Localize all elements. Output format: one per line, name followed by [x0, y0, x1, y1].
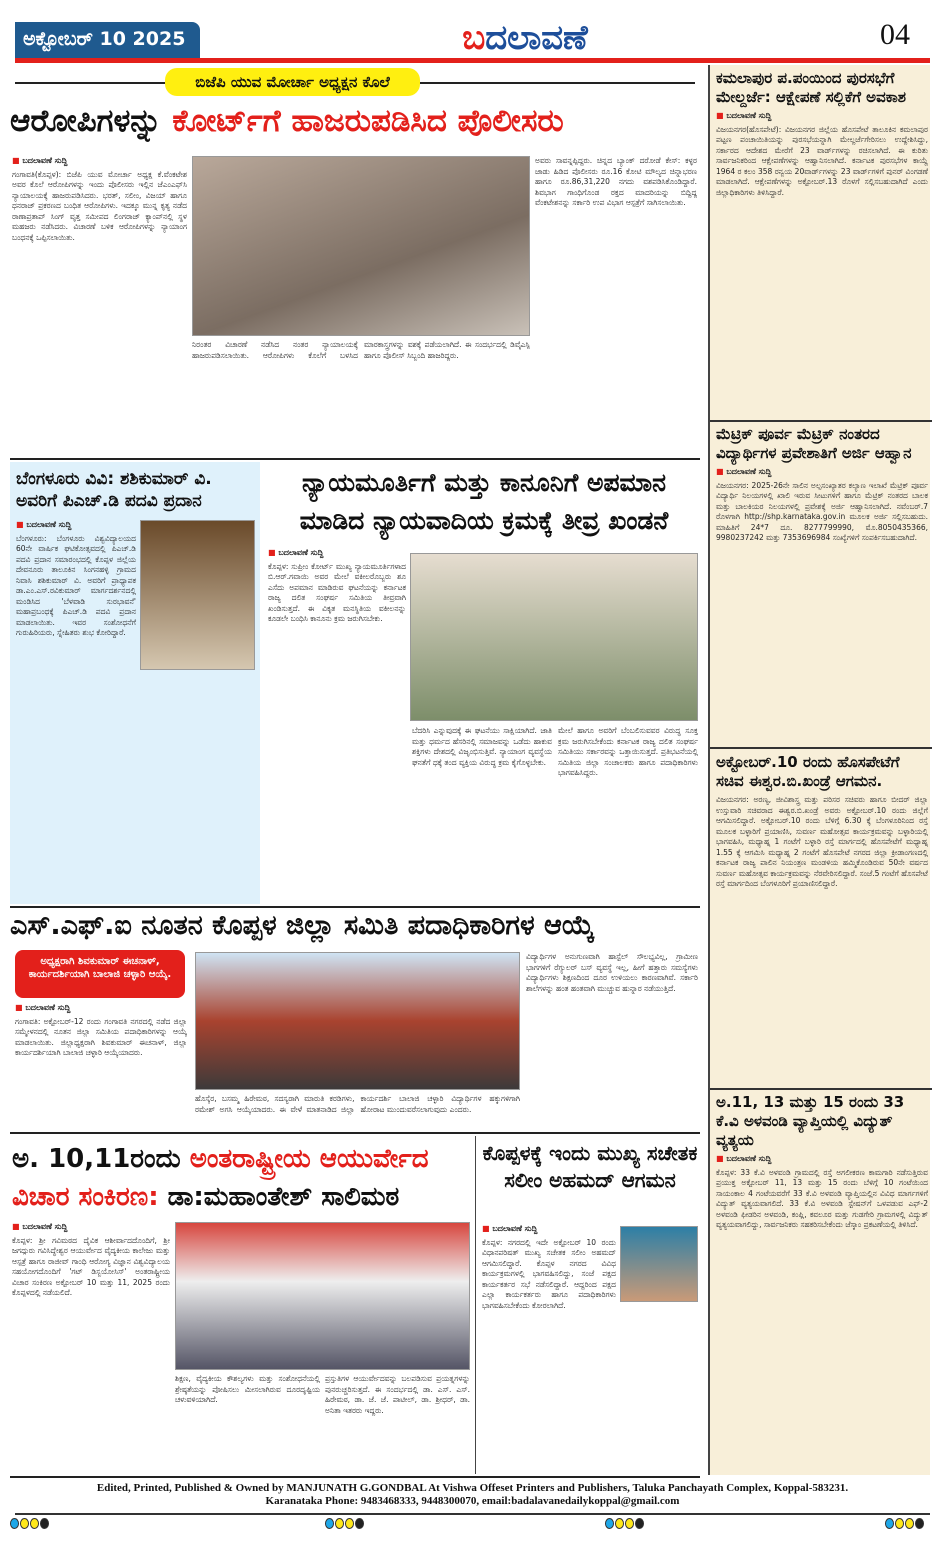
koppal-text [482, 1224, 698, 1472]
article-text: ಮೇಲೆ ಹಾಗೂ ಅವರಿಗೆ ಬೆಂಬಲಿಸುವವರ ವಿರುದ್ಧ ಸೂಕ್ತ ಕ್ರಮ ಜರುಗಿಸಬೇಕೆಂದು ಕರ್ನಾಟಕ ರಾಜ್ಯ ದಲಿತ ಸಂಘರ್ಷ ಸಮಿತಿಯು ಸರ್ಕಾರವನ್ನು ಒತ್ತಾಯಿಸುತ್ತದೆ. ಪ್ರತಿಭಟನೆಯಲ್ಲಿ ಸಮಿತಿಯ ಜಿಲ್ಲಾ ಸಂಚಾಲಕರು ಹಾಗೂ ಪದಾಧಿಕಾರಿಗಳು ಭಾಗವಹಿಸಿದ್ದರು. [558, 726, 698, 777]
section-divider [710, 420, 932, 422]
registration-marks [10, 1518, 49, 1529]
section-divider [10, 906, 700, 908]
article-text: ಶಿಕ್ಷಣ, ವೈದ್ಯಕೀಯ ಕೌಶಲ್ಯಗಳು ಮತ್ತು ಸಂಶೋಧನೆಯಲ್ಲಿ ಶ್ರೇಷ್ಠತೆಯನ್ನು ಪೋಷಿಸಲು ಮೀಸಲಾಗಿರುವ ದೂರದೃಷ್ಟಿಯ ಚಳುವಳಿಯಾಗಿದೆ. [175, 1374, 320, 1404]
section-divider [710, 1088, 932, 1090]
headline-line: ನ್ಯಾಯಮೂರ್ತಿಗೆ ಮತ್ತು ಕಾನೂನಿಗೆ ಅಪಮಾನ [302, 468, 666, 497]
masthead-logo [380, 18, 670, 58]
article-text: ಕೊಪ್ಪಳ: ಸುಪ್ರೀಂ ಕೋರ್ಟ್ ಮುಖ್ಯ ನ್ಯಾಯಮೂರ್ತಿಗಳಾದ ಬಿ.ಆರ್.ಗವಾಯಿ ಅವರ ಮೇಲೆ ವಕೀಲರೊಬ್ಬರು ಶೂ ಎಸೆದು ಅಪಮಾನ ಮಾಡಿರುವ ಘಟನೆಯನ್ನು ಕರ್ನಾಟಕ ರಾಜ್ಯ ದಲಿತ ಸಂಘರ್ಷ ಸಮಿತಿಯ ತೀವ್ರವಾಗಿ ಖಂಡಿಸುತ್ತದೆ. ಈ ವಿಕೃತ ಮನಸ್ಥಿತಿಯ ವಕೀಲನನ್ನು ಕೂಡಲೇ ಬಂಧಿಸಿ ಕಾನೂನು ಕ್ರಮ ಜರುಗಿಸಬೇಕು. [268, 561, 406, 623]
section-divider [10, 458, 700, 460]
sfi-column-1 [15, 1003, 187, 1128]
headline-red: ವಿಚಾರ ಸಂಕಿರಣ: [12, 1182, 159, 1212]
section-divider [10, 1132, 700, 1134]
byline: ■ ಬದಲಾವಣೆ ಸುದ್ದಿ [716, 1154, 928, 1165]
article-text: ನಿರಂತರ ವಿಚಾರಣೆ ನಡೆಸಿದ ನಂತರ ನ್ಯಾಯಾಲಯಕ್ಕೆ ಹಾಜರುಪಡಿಸಲಾಯಿತು. ಆರೋಪಿಗಳು ಕೊಲೆಗೆ ಬಳಸಿದ ಮಾರಕಾಸ್ತ್ರಗಳನ್ನು ವಶಕ್ಕೆ ಪಡೆಯಲಾಗಿದೆ. ಈ ಸಂದರ್ಭದಲ್ಲಿ ಡಿವೈಎಸ್ಪಿ ಹಾಗೂ ಪೊಲೀಸ್ ಸಿಬ್ಬಂದಿ ಹಾಜರಿದ್ದರು. [192, 340, 530, 360]
article-text: ವಿದ್ಯಾರ್ಥಿಗಳ ಅನುಗುಣವಾಗಿ ಹಾಸ್ಟೆಲ್ ಸೌಲಭ್ಯವಿಲ್ಲ, ಗ್ರಾಮೀಣ ಭಾಗಗಳಿಗೆ ರೆಗ್ಯುಲರ್ ಬಸ್ ವ್ಯವಸ್ಥೆ ಇಲ್ಲ, ಹೀಗೆ ಹತ್ತಾರು ಸಮಸ್ಯೆಗಳು ವಿದ್ಯಾರ್ಥಿಗಳು ಶಿಕ್ಷಣದಿಂದ ದೂರ ಉಳಿಯಲು ಕಾರಣವಾಗಿವೆ. ಸರ್ಕಾರಿ ಶಾಲೆಗಳನ್ನು ಹಂತ ಹಂತವಾಗಿ ಮುಚ್ಚುವ ಹುನ್ನಾರ ನಡೆಯುತ್ತಿದೆ. [526, 952, 698, 993]
right-article-2 [716, 425, 928, 745]
kicker-rule-right [420, 82, 695, 84]
header-divider [15, 58, 930, 63]
lead-column-2 [192, 340, 530, 455]
headline-red: ಅಂತರಾಷ್ಟ್ರೀಯ ಆಯುರ್ವೇದ [189, 1144, 429, 1174]
issue-date: ಅಕ್ಟೋಬರ್ 10 2025 [15, 22, 200, 58]
imprint [0, 1482, 945, 1508]
lead-column-3 [535, 156, 697, 456]
article-text: ಕೊಪ್ಪಳ: ನಗರದಲ್ಲಿ ಇದೇ ಅಕ್ಟೋಬರ್ 10 ರಂದು ವಿಧಾನಪರಿಷತ್ ಮುಖ್ಯ ಸಚೇತಕ ಸಲೀಂ ಅಹಮದ್ ಆಗಮಿಸಲಿದ್ದಾರೆ. ಕೊಪ್ಪಳ ನಗರದ ವಿವಿಧ ಕಾರ್ಯಕ್ರಮಗಳಲ್ಲಿ ಭಾಗವಹಿಸಲಿದ್ದು, ಸಂಜೆ ಪಕ್ಷದ ಕಾರ್ಯಕರ್ತರ ಸಭೆ ನಡೆಸಲಿದ್ದಾರೆ. ಆದ್ದರಿಂದ ಪಕ್ಷದ ಎಲ್ಲಾ ಕಾರ್ಯಕರ್ತರು ಹಾಗೂ ಪದಾಧಿಕಾರಿಗಳು ಭಾಗವಹಿಸಬೇಕೆಂದು ಕೋರಲಾಗಿದೆ. [482, 1237, 616, 1310]
headline-black: ಡಾ:ಮಹಾಂತೇಶ್ ಸಾಲಿಮಠ [167, 1182, 400, 1212]
article-text: ಪ್ರಸ್ತುತಿಗಳ ಆಯುರ್ವೇದವನ್ನು ಬಲಪಡಿಸುವ ಪ್ರಯತ್ನಗಳನ್ನು ಪುನರುಚ್ಚರಿಸುತ್ತದೆ. ಈ ಸಂದರ್ಭದಲ್ಲಿ ಡಾ. ಎಸ್. ಎಸ್. ಹಿರೇಮಠ, ಡಾ. ಜೆ. ಜೆ. ಪಾಟೀಲ್, ಡಾ. ಶ್ರೀಧರ್, ಡಾ. ಅನಿತಾ ಇತರರು ಇದ್ದರು. [325, 1374, 470, 1415]
masthead-first-letter: ಬ [462, 18, 486, 58]
right-column [708, 65, 930, 1475]
sfi-column-3 [526, 952, 698, 1128]
lead-kicker: ಬಿಜೆಪಿ ಯುವ ಮೋರ್ಚಾ ಅಧ್ಯಕ್ಷನ ಕೊಲೆ [165, 68, 420, 96]
byline: ■ ಬದಲಾವಣೆ ಸುದ್ದಿ [482, 1224, 698, 1235]
article-text: ಕೊಪ್ಪಳ: 33 ಕೆ.ವಿ ಅಳವಂಡಿ ಗ್ರಾಮದಲ್ಲಿ ರಸ್ತೆ ಅಗಲೀಕರಣ ಕಾಮಗಾರಿ ನಡೆಸುತ್ತಿರುವ ಪ್ರಯುಕ್ತ ಅಕ್ಟೋಬರ್ 11, 13 ಮತ್ತು 15 ರಂದು ಬೆಳಿಗ್ಗೆ 10 ಗಂಟೆಯಿಂದ ಸಾಯಂಕಾಲ 4 ಗಂಟೆಯವರೆಗೆ 33 ಕೆ.ವಿ ಅಳವಂಡಿ ವ್ಯಾಪ್ತಿಯಲ್ಲಿನ ವಿವಿಧ ಮಾರ್ಗಗಳಿಗೆ ವಿದ್ಯುತ್ ವ್ಯತ್ಯಯವಾಗಲಿದೆ. 33 ಕೆ.ವಿ ಅಳವಂಡಿ ಸ್ಟೇಷನ್‌ಗೆ ಒಳಪಡುವ ಎಫ್-2 ಅಳವಂಡಿ ಫೀಡರಿನ ಅಳವಂಡಿ, ಕಂಪ್ಲಿ, ಕವಲೂರ ಮತ್ತು ಗುಡಗೇರಿ ಗ್ರಾಮಗಳಲ್ಲಿ ವಿದ್ಯುತ್ ವ್ಯತ್ಯಯವಾಗಲಿದ್ದು, ಸಾರ್ವಜನಿಕರು ಸಹಕರಿಸಬೇಕೆಂದು ಜೆಸ್ಕಾಂ ಪ್ರಕಟಣೆಯಲ್ಲಿ ತಿಳಿಸಿದೆ. [716, 1167, 928, 1229]
byline: ■ ಬದಲಾವಣೆ ಸುದ್ದಿ [12, 1222, 170, 1233]
column-divider [475, 1136, 476, 1474]
imprint-line-1: Edited, Printed, Published & Owned by MANJUNATH G.GONDBAL At Vishwa Offeset Printers and Publishers, Taluka Panchayath Complex, Koppal-583231. [96, 1482, 849, 1494]
ayurveda-column-3 [325, 1374, 470, 1472]
lead-headline-black: ಆರೋಪಿಗಳನ್ನು [10, 103, 162, 139]
footer-rule [10, 1476, 700, 1478]
byline: ■ ಬದಲಾವಣೆ ಸುದ್ದಿ [268, 548, 406, 559]
lawyer-headline [268, 464, 700, 540]
masthead-rest: ದಲಾವಣೆ [485, 18, 588, 58]
registration-rule [15, 1513, 930, 1515]
article-text: ಅವರು ಸಾವನ್ನಪ್ಪಿದ್ದರು. ಚಿನ್ನದ ಬ್ಯಾಂಕ್ ದರೋಡೆ ಕೇಸ್: ಕಳ್ಳರ ಜಾಡು ಹಿಡಿದ ಪೊಲೀಸರು ರೂ.16 ಕೋಟಿ ಮೌಲ್ಯದ ಚಿನ್ನಾಭರಣ ಹಾಗೂ ರೂ.86,31,220 ನಗದು ವಶಪಡಿಸಿಕೊಂಡಿದ್ದಾರೆ. ಶಿವಭಾಗ ಗಾಂಧಿಗೊಂಡ ರಕ್ತದ ಮಾದರಿಯನ್ನು ಬಿದ್ದಿದ್ದ ವೆಂಕಟೇಶನನ್ನು ಸರ್ಕಾರಿ ಉಪ ವಿಭಾಗ ಆಸ್ಪತ್ರೆಗೆ ಸಾಗಿಸಲಾಯಿತು. [535, 156, 697, 207]
registration-marks [885, 1518, 924, 1529]
right-headline: ಅ.11, 13 ಮತ್ತು 15 ರಂದು 33 ಕೆ.ವಿ ಅಳವಂಡಿ ವ್ಯಾಪ್ತಿಯಲ್ಲಿ ವಿದ್ಯುತ್ ವ್ಯತ್ಯಯ [716, 1093, 905, 1149]
phd-article [10, 462, 260, 904]
right-headline: ಕಮಲಾಪುರ ಪ.ಪಂಯಿಂದ ಪುರಸಭೆಗೆ ಮೇಲ್ದರ್ಜೆ: ಆಕ್ಷೇಪಣೆ ಸಲ್ಲಿಕೆಗೆ ಅವಕಾಶ [716, 69, 906, 106]
right-article-4 [716, 1093, 928, 1471]
ayurveda-photo [175, 1222, 470, 1370]
article-text: ವಿಜಯನಗರ: 2025-26ನೇ ಸಾಲಿನ ಅಲ್ಪಸಂಖ್ಯಾತರ ಕಲ್ಯಾಣ ಇಲಾಖೆ ಮೆಟ್ರಿಕ್ ಪೂರ್ವ ವಿದ್ಯಾರ್ಥಿ ನಿಲಯಗಳಲ್ಲಿ ಖಾಲಿ ಇರುವ ಸೀಟುಗಳಿಗೆ ಹಾಗೂ ಮೆಟ್ರಿಕ್ ನಂತರದ ಬಾಲಕ ಮತ್ತು ಬಾಲಕಿಯರ ನಿಲಯಗಳಲ್ಲಿ ಪ್ರವೇಶಕ್ಕೆ ಅರ್ಜಿ ಆಹ್ವಾನಿಸಲಾಗಿದೆ. ನವೆಂಬರ್.7 ರೊಳಗಾಗಿ http://shp.karnataka.gov.in ಮೂಲಕ ಅರ್ಜಿ ಸಲ್ಲಿಸಬಹುದು. ಮಾಹಿತಿಗೆ 24*7 ದೂ. 8277799990, ಮೊ.8050435366, 9980237242 ಮತ್ತು 7353696984 ಸಂಖ್ಯೆಗಳಿಗೆ ಸಂಪರ್ಕಿಸಬಹುದಾಗಿದೆ. [716, 480, 928, 542]
article-text: ಬೆದರಿಸಿ ಎನ್ನುವುದಕ್ಕೆ ಈ ಘಟನೆಯು ಸಾಕ್ಷಿಯಾಗಿದೆ. ಜಾತಿ ಮತ್ತು ಧರ್ಮದ ಹೆಸರಿನಲ್ಲಿ ಸಮಾಜವನ್ನು ಒಡೆದು ಹಾಕುವ ಶಕ್ತಿಗಳು ದೇಶದಲ್ಲಿ ವಿಜೃಂಭಿಸುತ್ತಿವೆ. ನ್ಯಾಯಾಂಗ ವ್ಯವಸ್ಥೆಯ ಘನತೆಗೆ ಧಕ್ಕೆ ತಂದ ವ್ಯಕ್ತಿಯ ವಿರುದ್ಧ ಕ್ರಮ ಕೈಗೊಳ್ಳಬೇಕು. [412, 726, 552, 767]
imprint-line-2: Karanataka Phone: 9483468333, 9448300070, email:badalavanedailykoppal@gmail.com [265, 1495, 680, 1507]
lawyer-column-2 [412, 726, 552, 903]
article-text: ವಿಜಯನಗರ: ಅರಣ್ಯ, ಜೀವಿಶಾಸ್ತ್ರ ಮತ್ತು ಪರಿಸರ ಸಚಿವರು ಹಾಗೂ ಬೀದರ್ ಜಿಲ್ಲಾ ಉಸ್ತುವಾರಿ ಸಚಿವರಾದ ಈಶ್ವರ.ಬಿ.ಖಂಡ್ರೆ ಅವರು ಅಕ್ಟೋಬರ್.10 ರಂದು ಜಿಲ್ಲೆಗೆ ಆಗಮಿಸಲಿದ್ದಾರೆ. ಅಕ್ಟೋಬರ್.10 ರಂದು ಬೆಳಿಗ್ಗೆ 6.30 ಕ್ಕೆ ಬೆಂಗಳೂರಿನಿಂದ ರಸ್ತೆ ಮೂಲಕ ಬಳ್ಳಾರಿಗೆ ಪ್ರಯಾಣಿಸಿ, ಸುವರ್ಣ ಮಹೋತ್ಸವ ಕಾರ್ಯಕ್ರಮವನ್ನು ಬಳ್ಳಾರಿಯಲ್ಲಿ ಭಾಗವಹಿಸಿ, ಮಧ್ಯಾಹ್ನ 1 ಗಂಟೆಗೆ ಬಳ್ಳಾರಿ ರಸ್ತೆ ಮಾರ್ಗದಲ್ಲಿ ಹೊಸಪೇಟೆಗೆ ಮಧ್ಯಾಹ್ನ 1.55 ಕ್ಕೆ ಆಗಮಿಸಿ ಮಧ್ಯಾಹ್ನ 2 ಗಂಟೆಗೆ ಹೊಸಪೇಟೆ ನಗರದ ಜಿಲ್ಲಾ ಕ್ರೀಡಾಂಗಣದಲ್ಲಿ ಕರ್ನಾಟಕ ರಾಜ್ಯ ಪಾಲಿನ ನಿಯಂತ್ರಣ ಮಂಡಳಿಯ ಹಮ್ಮಿಕೊಂಡಿರುವ 50ನೇ ವರ್ಷದ ಸುವರ್ಣ ಮಹೋತ್ಸವ ಕಾರ್ಯಕ್ರಮವನ್ನು ನೆರವೇರಿಸಲಿದ್ದಾರೆ. ಸಂಜೆ.5 ಗಂಟೆಗೆ ಹೊಸಪೇಟೆ ರಸ್ತೆ ಮಾರ್ಗದಿಂದ ಬೆಂಗಳೂರಿಗೆ ಪ್ರಯಾಣಿಸಲಿದ್ದಾರೆ. [716, 795, 928, 888]
article-text: ಬೆಂಗಳೂರು: ಬೆಂಗಳೂರು ವಿಶ್ವವಿದ್ಯಾಲಯದ 60ನೇ ವಾರ್ಷಿಕ ಘಟಿಕೋತ್ಸವದಲ್ಲಿ ಪಿಎಚ್.ಡಿ ಪದವಿ ಪ್ರದಾನ ಸಮಾರಂಭದಲ್ಲಿ ಕೊಪ್ಪಳ ಜಿಲ್ಲೆಯ ದೇವನೂರು ತಾಲೂಕಿನ ಸಿಂಗನಹಳ್ಳಿ ಗ್ರಾಮದ ನಿವಾಸಿ ಶಶಿಕುಮಾರ್ ವಿ. ಅವರಿಗೆ ಪ್ರಾಧ್ಯಾಪಕ ಡಾ.ಎಂ.ಎಸ್.ರವಿಕುಮಾರ್ ಮಾರ್ಗದರ್ಶನದಲ್ಲಿ ಮಂಡಿಸಿದ 'ಬೆಳವಾಡಿ ಸುರಭಾವನೆ' ಮಹಾಪ್ರಬಂಧಕ್ಕೆ ಪಿಎಚ್.ಡಿ ಪದವಿ ಪ್ರದಾನ ಮಾಡಲಾಯಿತು. ಇವರ ಸಂಶೋಧನೆಗೆ ಗುರುಹಿರಿಯರು, ಸ್ನೇಹಿತರು ಶುಭ ಕೋರಿದ್ದಾರೆ. [16, 533, 136, 637]
ayurveda-column-2 [175, 1374, 320, 1472]
section-divider [710, 747, 932, 749]
koppal-headline: ಕೊಪ್ಪಳಕ್ಕೆ ಇಂದು ಮುಖ್ಯ ಸಚೇತಕ ಸಲೀಂ ಅಹಮದ್ ಆಗಮನ [482, 1141, 698, 1192]
article-text: ಗಂಗಾವತಿ: ಅಕ್ಟೋಬರ್-12 ರಂದು ಗಂಗಾವತಿ ನಗರದಲ್ಲಿ ನಡೆದ ಜಿಲ್ಲಾ ಸಮ್ಮೇಳನದಲ್ಲಿ ನೂತನ ಜಿಲ್ಲಾ ಸಮಿತಿಯ ಪದಾಧಿಕಾರಿಗಳನ್ನು ಆಯ್ಕೆ ಮಾಡಲಾಯಿತು. ಜಿಲ್ಲಾಧ್ಯಕ್ಷರಾಗಿ ಶಿವಕುಮಾರ್ ಈಚನಾಳ್, ಜಿಲ್ಲಾ ಕಾರ್ಯದರ್ಶಿಯಾಗಿ ಬಾಲಾಜಿ ಚಳ್ಳಾರಿ ಆಯ್ಕೆಯಾದರು. [15, 1016, 187, 1057]
lead-column-1 [12, 156, 187, 456]
right-headline: ಮೆಟ್ರಿಕ್ ಪೂರ್ವ ಮೆಟ್ರಿಕ್ ನಂತರದ ವಿದ್ಯಾರ್ಥಿಗಳ ಪ್ರವೇಶಾತಿಗೆ ಅರ್ಜಿ ಆಹ್ವಾನ [716, 425, 912, 462]
headline-line: ಮಾಡಿದ ನ್ಯಾಯವಾದಿಯ ಕ್ರಮಕ್ಕೆ ತೀವ್ರ ಖಂಡನೆ [299, 506, 669, 535]
byline: ■ ಬದಲಾವಣೆ ಸುದ್ದಿ [12, 156, 187, 167]
right-article-1 [716, 69, 928, 414]
lead-headline [10, 104, 700, 140]
byline: ■ ಬದಲಾವಣೆ ಸುದ್ದಿ [16, 520, 256, 531]
ayurveda-column-1 [12, 1222, 170, 1472]
lead-photo-police-escort [192, 156, 530, 336]
article-text: ವಿಜಯನಗರ(ಹೊಸಪೇಟೆ): ವಿಜಯನಗರ ಜಿಲ್ಲೆಯ ಹೊಸಪೇಟೆ ತಾಲೂಕಿನ ಕಮಲಾಪುರ ಪಟ್ಟಣ ಪಂಚಾಯಿತಿಯನ್ನು ಪುರಸಭೆಯನ್ನಾಗಿ ಮೇಲ್ದರ್ಜೆಗೇರಿಸಲು ಉದ್ದೇಶಿಸಿದ್ದು, ಸರ್ಕಾರದ ಆದೇಶದ ಮೇರೆಗೆ 23 ವಾರ್ಡ್‌ಗಳನ್ನು ರಚಿಸಲಾಗಿದೆ. ಈ ಕುರಿತು ಸಾರ್ವಜನಿಕರಿಂದ ಆಕ್ಷೇಪಣೆಗಳನ್ನು ಆಹ್ವಾನಿಸಲಾಗಿದೆ. ಕರ್ನಾಟಕ ಪುರಸಭೆಗಳ ಕಾಯ್ದೆ 1964 ರ ಕಲಂ 358 ರನ್ವಯ 20ವಾರ್ಡ್‌ಗಳನ್ನು 23 ವಾರ್ಡ್‌ಗಳಿಗೆ ಪುನರ್ ವಿಂಗಡಣೆ ಮಾಡಲಾಗಿದೆ. ಆಕ್ಷೇಪಣೆಗಳನ್ನು ಅಕ್ಟೋಬರ್.13 ರೊಳಗೆ ಸಲ್ಲಿಸಬಹುದಾಗಿದೆ ಎಂದು ಜಿಲ್ಲಾಧಿಕಾರಿಗಳು ತಿಳಿಸಿದ್ದಾರೆ. [716, 124, 928, 197]
byline: ■ ಬದಲಾವಣೆ ಸುದ್ದಿ [15, 1003, 187, 1014]
byline: ■ ಬದಲಾವಣೆ ಸುದ್ದಿ [716, 467, 928, 478]
lawyer-photo-protest [410, 553, 698, 721]
right-headline: ಅಕ್ಟೋಬರ್.10 ರಂದು ಹೊಸಪೇಟೆಗೆ ಸಚಿವ ಈಶ್ವರ.ಬಿ.ಖಂಡ್ರೆ ಆಗಮನ. [716, 753, 900, 790]
ayurveda-headline [12, 1140, 472, 1216]
headline-black: ಅ. 10,11ರಂದು [12, 1144, 181, 1174]
lead-headline-red: ಕೋರ್ಟ್‌ಗೆ ಹಾಜರುಪಡಿಸಿದ ಪೊಲೀಸರು [172, 103, 564, 139]
phd-headline: ಬೆಂಗಳೂರು ವಿವಿ: ಶಶಿಕುಮಾರ್ ವಿ. ಅವರಿಗೆ ಪಿಎಚ್.ಡಿ ಪದವಿ ಪ್ರದಾನ [16, 469, 212, 511]
lawyer-column-3 [558, 726, 698, 903]
article-text: ಗಂಗಾವತಿ(ಕೊಪ್ಪಳ): ಬಿಜೆಪಿ ಯುವ ಮೋರ್ಚಾ ಅಧ್ಯಕ್ಷ ಕೆ.ವೆಂಕಟೇಶ ಅವರ ಕೊಲೆ ಆರೋಪಿಗಳನ್ನು ಇಂದು ಪೊಲೀಸರು ಇಲ್ಲಿನ ಜೆಎಂಎಫ್‌ಸಿ ನ್ಯಾಯಾಲಯಕ್ಕೆ ಹಾಜರುಪಡಿಸಿದರು. ಭರತ್, ಸಲೀಂ, ವಿಜಯ್ ಹಾಗೂ ಧನರಾಜ್ ಪ್ರಕರಣದ ಬಂಧಿತ ಆರೋಪಿಗಳು. ಇದಕ್ಕೂ ಮುನ್ನ ಕೃತ್ಯ ನಡೆದ ರಾಣಾಪ್ರತಾಪ್ ಸಿಂಗ್ ವೃತ್ತ ಸಮೀಪದ ಲಿಂಗರಾಜ್ ಕ್ಯಾಂಪ್‌ನಲ್ಲಿ ಸ್ಥಳ ಮಹಜರು ನಡೆಸಿದರು. ವಿಚಾರಣೆ ಬಳಿಕ ಆರೋಪಿಗಳನ್ನು ನ್ಯಾಯಾಂಗ ಬಂಧನಕ್ಕೆ ಒಪ್ಪಿಸಲಾಯಿತು. [12, 169, 187, 242]
kicker-rule-left [15, 82, 165, 84]
article-text: ಹೊಸ್ಕೆರ, ಬಸಮ್ಮ ಹಿರೇಮಠ, ಸದಸ್ಯರಾಗಿ ಮಾರುತಿ ಕರಡಿಗಳು, ರಮೇಶ್ ಅಗಸಿ ಆಯ್ಕೆಯಾದರು. ಈ ವೇಳೆ ಮಾತನಾಡಿದ ಜಿಲ್ಲಾ ಕಾರ್ಯದರ್ಶಿ ಬಾಲಾಜಿ ಚಳ್ಳಾರಿ ವಿದ್ಯಾರ್ಥಿಗಳ ಹಕ್ಕುಗಳಿಗಾಗಿ ಹೋರಾಟ ಮುಂದುವರೆಸಲಾಗುವುದು ಎಂದರು. [195, 1094, 520, 1114]
sfi-column-2 [195, 1094, 520, 1128]
lawyer-column-1 [268, 548, 406, 903]
registration-marks [325, 1518, 364, 1529]
sfi-headline: ಎಸ್.ಎಫ್.ಐ ನೂತನ ಕೊಪ್ಪಳ ಜಿಲ್ಲಾ ಸಮಿತಿ ಪದಾಧಿಕಾರಿಗಳ ಆಯ್ಕೆ [10, 910, 595, 941]
sfi-photo-group [195, 952, 520, 1090]
sfi-highlight-box: ಅಧ್ಯಕ್ಷರಾಗಿ ಶಿವಕುಮಾರ್ ಈಚನಾಳ್, ಕಾರ್ಯದರ್ಶಿಯಾಗಿ ಬಾಲಾಜಿ ಚಳ್ಳಾರಿ ಆಯ್ಕೆ. [15, 950, 185, 998]
article-text: ಕೊಪ್ಪಳ: ಶ್ರೀ ಗವಿಮಠದ ದೈವಿಕ ಆಶೀರ್ವಾದದೊಂದಿಗೆ, ಶ್ರೀ ಜಗದ್ಗುರು ಗವಿಸಿದ್ಧೇಶ್ವರ ಆಯುರ್ವೇದ ವೈದ್ಯಕೀಯ ಕಾಲೇಜು ಮತ್ತು ಆಸ್ಪತ್ರೆ ಹಾಗೂ ರಾಜೀವ್ ಗಾಂಧಿ ಆರೋಗ್ಯ ವಿಜ್ಞಾನ ವಿಶ್ವವಿದ್ಯಾಲಯ ಸಹಯೋಗದೊಂದಿಗೆ 'ಗಟ್ ಡಿಸ್ಬಯೋಸಿಸ್' ಅಂತರಾಷ್ಟ್ರೀಯ ವಿಚಾರ ಸಂಕಿರಣ ಅಕ್ಟೋಬರ್ 10 ಮತ್ತು 11, 2025 ರಂದು ಕೊಪ್ಪಳದಲ್ಲಿ ನಡೆಯಲಿದೆ. [12, 1235, 170, 1297]
page-number: 04 [880, 18, 910, 51]
phd-text [16, 520, 256, 898]
registration-marks [605, 1518, 644, 1529]
right-article-3 [716, 753, 928, 1088]
byline: ■ ಬದಲಾವಣೆ ಸುದ್ದಿ [716, 111, 928, 122]
